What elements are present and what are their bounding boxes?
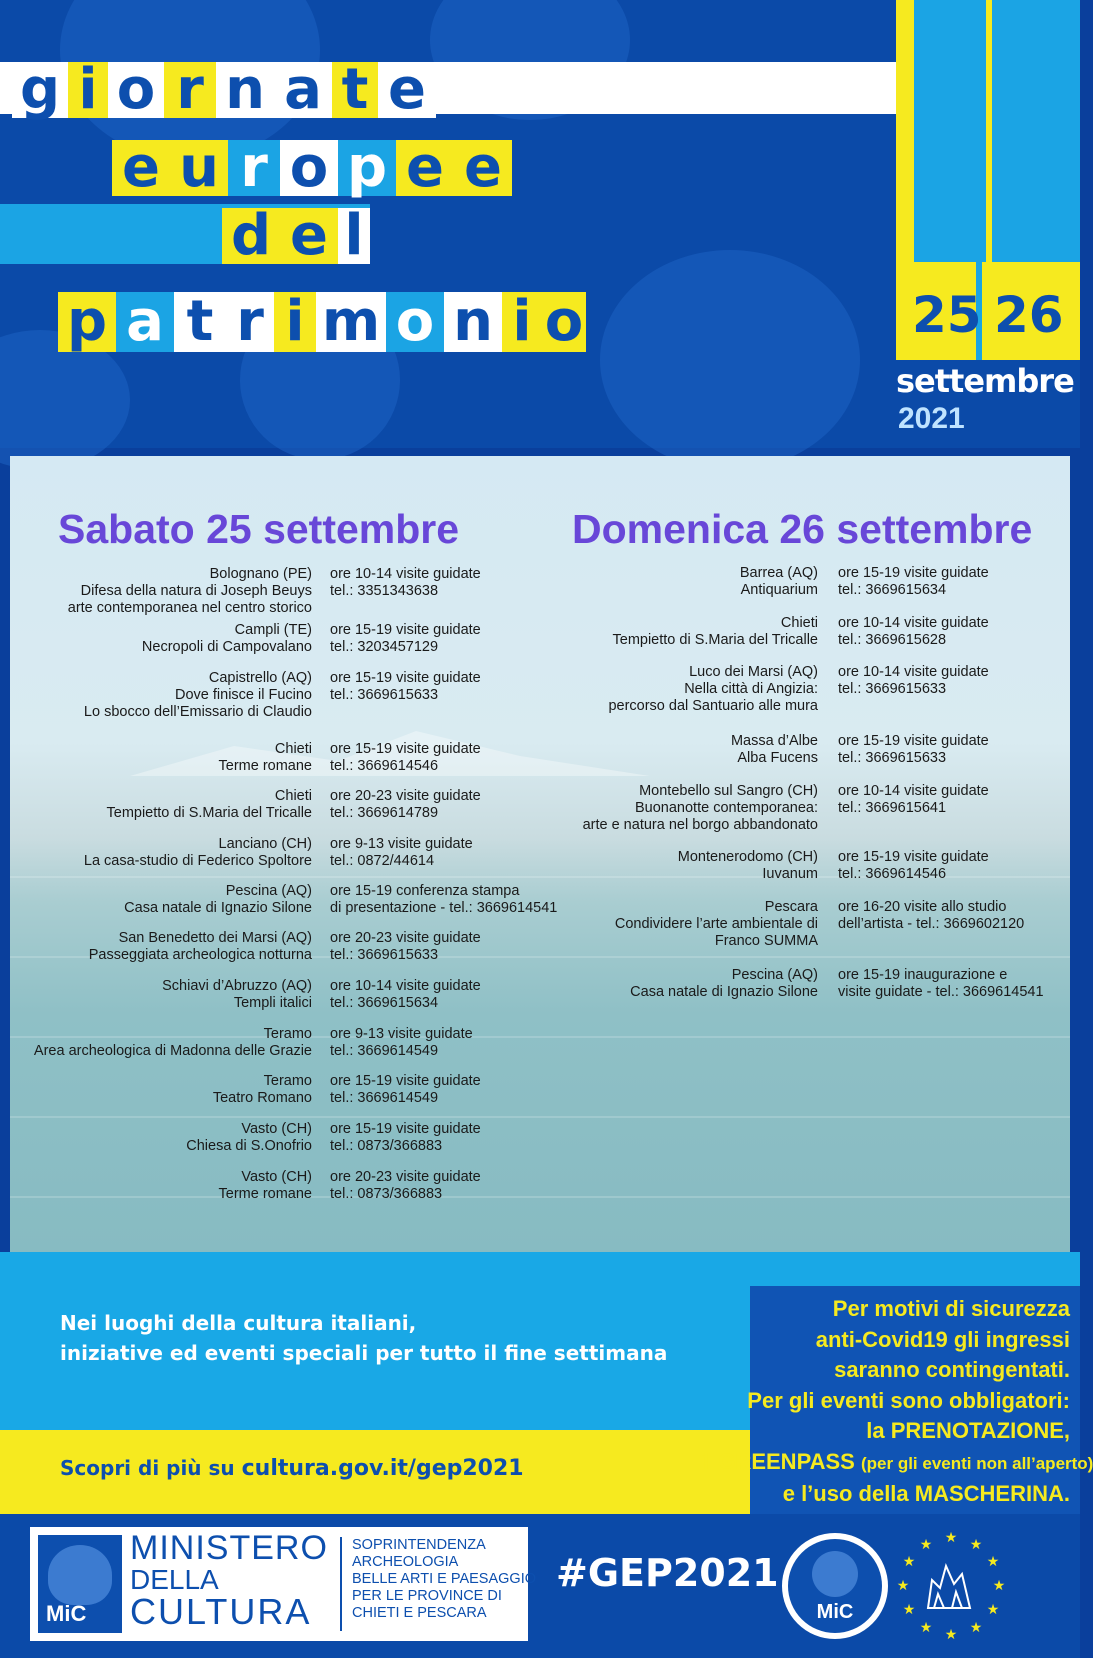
event-time-line: tel.: 3669615641 (838, 800, 947, 816)
event-place-line: Montebello sul Sangro (CH) (639, 783, 818, 799)
year-label: 2021 (898, 402, 965, 435)
covid-greenpass-note: (per gli eventi non all’aperto) (860, 1453, 1093, 1473)
event-place (518, 565, 818, 599)
event-time-line: tel.: 3669614546 (838, 866, 947, 882)
title-letter: e (290, 203, 328, 268)
event-place-line: Capistrello (AQ) (208, 670, 312, 686)
event-time (330, 622, 481, 656)
title-letter: n (225, 57, 265, 122)
event-place-line: Chieti (780, 615, 818, 631)
title-letter: m (321, 289, 381, 354)
poster-header (0, 0, 1080, 448)
event-time (330, 1026, 473, 1060)
event-place-line: Alba Fucens (737, 750, 818, 766)
scopri-link[interactable] (60, 1456, 524, 1481)
event-place (12, 1026, 312, 1060)
event-time (330, 978, 481, 1012)
title-letter: r (240, 135, 268, 200)
event-place-line: Barrea (AQ) (739, 565, 818, 581)
event-place-line: La casa-studio di Federico Spoltore (83, 853, 312, 869)
title-letter: u (179, 135, 219, 200)
event-place (12, 622, 312, 656)
title-letter: r (176, 57, 204, 122)
event-time (838, 783, 989, 817)
event-time-line: ore 9-13 visite guidate (330, 836, 473, 852)
date-number-25: 25 (912, 286, 982, 344)
event-time-line: ore 10-14 visite guidate (838, 615, 989, 631)
svg-text:★: ★ (944, 1627, 958, 1643)
event-place (12, 566, 312, 617)
ministry-name-line: CULTURA (130, 1591, 312, 1632)
event-place-line: Vasto (CH) (241, 1169, 312, 1185)
soprintendenza-line: BELLE ARTI E PAESAGGIO (352, 1571, 537, 1587)
title-letter: e (122, 135, 160, 200)
title-letter: i (285, 289, 305, 354)
soprintendenza-line: SOPRINTENDENZA (352, 1537, 486, 1553)
svg-text:★: ★ (992, 1578, 1006, 1594)
sunday-title: Domenica 26 settembre (572, 506, 1033, 552)
svg-text:★: ★ (919, 1537, 933, 1553)
event-time-line: tel.: 3669615633 (838, 681, 947, 697)
event-time-line: ore 15-19 visite guidate (330, 1121, 481, 1137)
mic-face-logo (38, 1535, 122, 1633)
scopri-prefix: Scopri di più su (60, 1456, 235, 1480)
event-place (12, 1121, 312, 1155)
scopri-url[interactable]: cultura.gov.it/gep2021 (241, 1456, 524, 1481)
event-time-line: tel.: 0873/366883 (330, 1138, 443, 1154)
event-time-line: tel.: 0873/366883 (330, 1186, 443, 1202)
event-time-line: ore 10-14 visite guidate (330, 566, 481, 582)
event-place-line: Difesa della natura di Joseph Beuys (80, 583, 312, 599)
event-place-line: Terme romane (218, 758, 312, 774)
title-letter: p (346, 135, 388, 200)
event-place-line: Teramo (263, 1073, 312, 1089)
event-place-line: San Benedetto dei Marsi (AQ) (118, 930, 312, 946)
event-place-line: Passeggiata archeologica notturna (88, 947, 312, 963)
event-place-line: Casa natale di Ignazio Silone (124, 900, 312, 916)
event-time-line: ore 15-19 visite guidate (838, 733, 989, 749)
covid-line: anti-Covid19 gli ingressi (815, 1326, 1070, 1352)
event-place-line: Bolognano (PE) (209, 566, 312, 582)
event-time (838, 967, 1044, 1001)
title-letter: t (186, 289, 214, 354)
event-place-line: Lanciano (CH) (218, 836, 312, 852)
title-letter: e (406, 135, 444, 200)
date-number-26: 26 (994, 286, 1064, 344)
event-place-line: Pescina (AQ) (731, 967, 818, 983)
title-letter: o (289, 135, 329, 200)
svg-text:★: ★ (986, 1554, 1000, 1570)
soprintendenza-line: ARCHEOLOGIA (352, 1554, 459, 1570)
event-place (12, 930, 312, 964)
title-letter: r (236, 289, 264, 354)
covid-line: Per motivi di sicurezza (832, 1296, 1070, 1321)
event-place-line: Chiesa di S.Onofrio (186, 1138, 312, 1154)
event-time-line: tel.: 3203457129 (330, 639, 439, 655)
divider (340, 1537, 342, 1631)
event-place-line: Luco dei Marsi (AQ) (689, 664, 818, 680)
event-time-line: tel.: 3669614549 (330, 1090, 439, 1106)
title-letter: d (230, 203, 272, 268)
event-place-line: Necropoli di Campovalano (141, 639, 312, 655)
svg-text:★: ★ (986, 1602, 1000, 1618)
ministry-name (130, 1529, 328, 1632)
event-time-line: tel.: 0872/44614 (330, 853, 435, 869)
title-letter: n (453, 289, 493, 354)
info-text (60, 1308, 667, 1368)
event-time-line: dell’artista - tel.: 3669602120 (838, 916, 1025, 932)
event-time-line: tel.: 3669615633 (330, 687, 439, 703)
event-place-line: Terme romane (218, 1186, 312, 1202)
event-place-line: Lo sbocco dell’Emissario di Claudio (83, 704, 312, 720)
event-time (330, 836, 473, 870)
event-place (518, 849, 818, 883)
event-time-line: ore 15-19 visite guidate (838, 849, 989, 865)
event-time (838, 849, 989, 883)
svg-text:★: ★ (944, 1530, 958, 1546)
title-letter: a (284, 57, 322, 122)
event-time-line: ore 15-19 visite guidate (330, 741, 481, 757)
event-time (330, 1121, 481, 1155)
event-time-line: ore 10-14 visite guidate (838, 664, 989, 680)
event-time-line: ore 20-23 visite guidate (330, 1169, 481, 1185)
event-time-line: di presentazione - tel.: 3669614541 (330, 900, 558, 916)
eu-stars-logo (898, 1528, 1004, 1642)
covid-line: e l’uso della MASCHERINA. (782, 1481, 1070, 1506)
svg-text:★: ★ (919, 1620, 933, 1636)
title-letter: e (464, 135, 502, 200)
saturday-title: Sabato 25 settembre (58, 506, 460, 552)
event-place-line: Casa natale di Ignazio Silone (630, 984, 818, 1000)
soprintendenza-line: PER LE PROVINCE DI (352, 1588, 502, 1604)
svg-text:★: ★ (969, 1620, 983, 1636)
event-time-line: tel.: 3669615634 (838, 582, 947, 598)
event-time-line: ore 15-19 visite guidate (330, 670, 481, 686)
event-place-line: Pescina (AQ) (225, 883, 312, 899)
event-time-line: ore 15-19 conferenza stampa (330, 883, 520, 899)
title-letter: t (341, 57, 369, 122)
event-place-line: Vasto (CH) (241, 1121, 312, 1137)
event-time-line: ore 15-19 visite guidate (838, 565, 989, 581)
title-letter: i (512, 289, 532, 354)
ministry-card (30, 1527, 537, 1641)
info-line: Nei luoghi della cultura italiani, (60, 1311, 417, 1335)
covid-line (700, 1447, 1093, 1480)
event-time-line: tel.: 3351343638 (330, 583, 439, 599)
event-time (838, 615, 989, 649)
event-time (330, 1169, 481, 1203)
mic-short-label: MiC (46, 1601, 87, 1626)
covid-line: la PRENOTAZIONE, (866, 1418, 1070, 1443)
svg-text:★: ★ (896, 1578, 910, 1594)
event-time-line: ore 10-14 visite guidate (330, 978, 481, 994)
event-place-line: Condividere l’arte ambientale di (614, 916, 818, 932)
covid-notice (700, 1294, 1093, 1510)
event-place-line: percorso dal Santuario alle mura (608, 698, 818, 714)
event-place-line: Nella città di Angizia: (684, 681, 818, 697)
info-line: iniziative ed eventi speciali per tutto il fine settimana (60, 1341, 668, 1365)
event-place (518, 615, 818, 649)
event-time (838, 565, 989, 599)
mic-round-label: MiC (816, 1601, 854, 1623)
date-block (896, 0, 1080, 360)
event-time-line: ore 15-19 inaugurazione e (838, 967, 1008, 983)
event-place (12, 883, 312, 917)
svg-text:★: ★ (969, 1537, 983, 1553)
event-time (838, 733, 989, 767)
svg-text:★: ★ (902, 1602, 916, 1618)
event-place-line: Buonanotte contemporanea: (635, 800, 818, 816)
event-place-line: Chieti (274, 788, 312, 804)
event-place (12, 1073, 312, 1107)
event-time-line: tel.: 3669615633 (838, 750, 947, 766)
event-time (330, 741, 481, 775)
event-time-line: ore 20-23 visite guidate (330, 788, 481, 804)
ministry-name-line: MINISTERO (130, 1529, 328, 1567)
event-place-line: Campli (TE) (234, 622, 312, 638)
hashtag: #GEP2021 (556, 1551, 779, 1595)
event-time-line: visite guidate - tel.: 3669614541 (838, 984, 1044, 1000)
event-time-line: ore 15-19 visite guidate (330, 622, 481, 638)
event-time-line: tel.: 3669615628 (838, 632, 947, 648)
program-panel (10, 456, 1070, 1252)
event-place-line: Iuvanum (762, 866, 818, 882)
month-label: settembre (896, 362, 1074, 400)
event-place (12, 788, 312, 822)
soprintendenza-name (352, 1537, 536, 1622)
title-letter: i (78, 57, 98, 122)
event-place (518, 967, 818, 1001)
event-place (12, 978, 312, 1012)
event-place-line: Pescara (764, 899, 818, 915)
bg-figure (600, 250, 860, 470)
event-place (518, 733, 818, 767)
event-time-line: tel.: 3669614546 (330, 758, 439, 774)
event-time (330, 788, 481, 822)
event-time-line: tel.: 3669615634 (330, 995, 439, 1011)
event-place-line: Antiquarium (740, 582, 818, 598)
event-time (838, 664, 989, 698)
title-letter: a (126, 289, 164, 354)
event-time-line: ore 15-19 visite guidate (330, 1073, 481, 1089)
event-time (838, 899, 1024, 933)
event-place-line: Tempietto di S.Maria del Tricalle (106, 805, 312, 821)
title-letter: o (395, 289, 435, 354)
title-letter: p (66, 289, 108, 354)
event-place (12, 741, 312, 775)
event-place-line: arte e natura nel borgo abbandonato (582, 817, 818, 833)
event-place-line: Dove finisce il Fucino (175, 687, 312, 703)
title-letter: g (19, 57, 61, 122)
event-place (518, 664, 818, 715)
title-letter: o (544, 289, 584, 354)
covid-line: saranno contingentati. (834, 1357, 1070, 1382)
event-time (330, 670, 481, 704)
event-place-line: Franco SUMMA (714, 933, 818, 949)
covid-greenpass: il GREENPASS (700, 1448, 855, 1474)
event-place (12, 836, 312, 870)
event-place-line: Chieti (274, 741, 312, 757)
event-time-line: ore 10-14 visite guidate (838, 783, 989, 799)
event-place-line: Massa d’Albe (730, 733, 818, 749)
title-letter: e (388, 57, 426, 122)
event-place-line: Teramo (263, 1026, 312, 1042)
event-time-line: ore 16-20 visite allo studio (838, 899, 1007, 915)
title-letter: o (116, 57, 156, 122)
event-place-line: Templi italici (233, 995, 312, 1011)
event-place (12, 1169, 312, 1203)
event-place-line: Area archeologica di Madonna delle Grazie (33, 1043, 312, 1059)
title-letter: l (344, 203, 364, 268)
event-time (330, 1073, 481, 1107)
ministry-name-line: DELLA (130, 1564, 219, 1595)
event-time (330, 930, 481, 964)
mic-round-logo (782, 1533, 888, 1639)
event-place-line: Montenerodomo (CH) (677, 849, 818, 865)
event-time-line: ore 20-23 visite guidate (330, 930, 481, 946)
event-time-line: ore 9-13 visite guidate (330, 1026, 473, 1042)
event-place-line: arte contemporanea nel centro storico (67, 600, 312, 616)
event-time-line: tel.: 3669615633 (330, 947, 439, 963)
event-place (518, 899, 818, 950)
event-time-line: tel.: 3669614789 (330, 805, 439, 821)
event-place (518, 783, 818, 834)
event-place-line: Schiavi d’Abruzzo (AQ) (162, 978, 312, 994)
covid-line: Per gli eventi sono obbligatori: (747, 1387, 1070, 1413)
event-place-line: Tempietto di S.Maria del Tricalle (612, 632, 818, 648)
event-time (330, 566, 481, 600)
event-place (12, 670, 312, 721)
soprintendenza-line: CHIETI E PESCARA (352, 1605, 487, 1621)
event-place-line: Teatro Romano (212, 1090, 312, 1106)
event-time-line: tel.: 3669614549 (330, 1043, 439, 1059)
svg-text:★: ★ (902, 1554, 916, 1570)
